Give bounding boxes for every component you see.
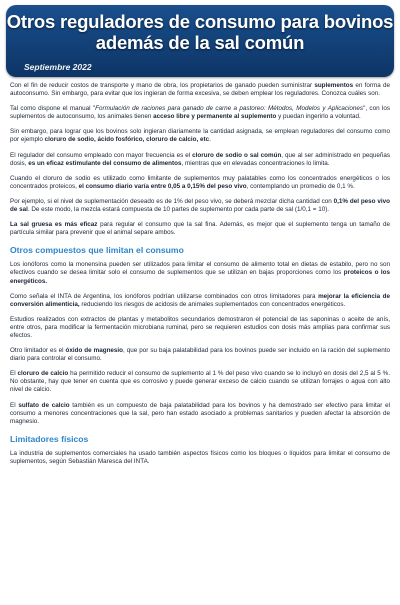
paragraph-consumo-diario — [10, 175, 390, 191]
text: ha permitido reducir el consumo de suplemento al 1 % del peso vivo cuando se lo incluyó en dosis del 2,5 al 5 %. No obstante, hay que tener en cuenta que es corrosivo y puede generar exceso de calcio cuando se utilizan forrajes o agua con alto nivel de calcio. — [10, 370, 390, 394]
header-banner — [6, 5, 394, 77]
page-title: Otros reguladores de consumo para bovinos además de la sal común — [6, 11, 394, 53]
text: Sin embargo, para lograr que los bovinos solo ingieran diariamente la cantidad asignada, se emplean reguladores del consumo como por ejemplo — [10, 128, 390, 144]
text: Estudios realizados con extractos de plantas y metabolitos secundarios demostraron el potencial de las saponinas o aceite de anís, entre otros, para modificar la fermentación microbiana ruminal, pero se requieren estudios con dosis más amplias para confirmar sus efectos. — [10, 315, 390, 339]
bold-text: es un eficaz estimulante del consumo de alimentos — [28, 159, 182, 167]
paragraph-cloruro-sodio — [10, 152, 390, 168]
paragraph-oxido-magnesio — [10, 347, 390, 363]
bold-text: La sal gruesa es más eficaz — [10, 221, 98, 229]
bold-text: cloruro de calcio — [17, 370, 69, 378]
paragraph-industria — [10, 450, 390, 466]
section-heading-limitadores-fisicos: Limitadores físicos — [10, 433, 89, 444]
bold-text: proteicos o los energéticos. — [10, 269, 390, 285]
bold-text: acceso libre y permanente al suplemento — [153, 113, 277, 121]
bold-text: 0,1% del peso vivo de sal — [10, 197, 390, 214]
paragraph-estudios — [10, 316, 390, 340]
text: Con el fin de reducir costos de transporte y mano de obra, los propietarios de ganado pueden suministrar — [10, 82, 315, 89]
text: , que al ser administrado en pequeñas dosis, — [10, 151, 390, 167]
section-heading-otros-compuestos: Otros compuestos que limitan el consumo — [10, 245, 184, 256]
text: El — [10, 401, 19, 409]
bold-text: sulfato de calcio — [18, 401, 70, 409]
text: también es un compuesto de baja palatabilidad para los bovinos y ha demostrado ser efectivo para limitar el consumo a menores concentraciones que la sal, pero han estado asociado a problemas sanitarios y pueden afectar la absorción de magnesio. — [10, 401, 390, 425]
paragraph-ejemplo — [10, 198, 390, 214]
text: , que por su baja palatabilidad para los bovinos puede ser incluido en la ración del suplemento diario para controlar el consumo. — [10, 347, 390, 363]
paragraph-cloruro-calcio — [10, 370, 390, 394]
bold-text: mejorar la eficiencia de conversión alimenticia, — [10, 292, 390, 308]
publication-date: Septiembre 2022 — [24, 62, 92, 72]
text: para regular el consumo que la sal fina. Además, es mejor que el suplemento tenga un tamaño de partícula similar para prevenir que el animal separe ambos. — [10, 221, 390, 237]
text: Como señala el INTA de Argentina, los ionóforos podrían utilizarse combinados con otros limitadores para — [10, 292, 319, 300]
text: Los ionóforos como la monensina pueden ser utilizados para limitar el consumo de alimento total en dietas de estabilo, pero no son efectivos cuando se desea limitar solo el consumo de suplementos que se utilizan en bajas proporciones como los — [10, 261, 390, 277]
bold-text: cloruro de sodio o sal común — [192, 151, 282, 159]
text: . — [209, 136, 211, 144]
text: Otro limitador es el — [10, 347, 66, 355]
text: reduciendo los riesgos de acidosis de animales suplementados con concentrados energéticos. — [79, 300, 346, 308]
bold-text: cloruro de sodio, ácido fosfórico, cloruro de calcio, etc — [44, 136, 210, 144]
bold-text: el consumo diario varía entre 0,05 a 0,15% del peso vivo — [78, 182, 247, 190]
text: . De este modo, la mezcla estará compuesta de 10 partes de suplemento por cada parte de sal (1/0,1 = 10). — [27, 206, 330, 214]
text: Por ejemplo, si el nivel de suplementación deseado es de 1% del peso vivo, se deberá mezclar dicha cantidad con — [10, 197, 334, 205]
text: Cuando el cloruro de sodio es utilizado como limitante de suplementos muy palatables como los concentrados energéticos o los concentrados proteicos, — [10, 174, 390, 190]
article-body — [0, 77, 400, 466]
paragraph-sal-gruesa — [10, 221, 390, 237]
text: , mientras que en elevadas concentraciones lo limita. — [181, 159, 330, 167]
bold-text: suplementos — [314, 82, 354, 89]
paragraph-inta — [10, 293, 390, 309]
text: en forma de autoconsumo. Sin embargo, para evitar que los ingieran de forma excesiva, se deben emplear los reguladores. Conozca cuáles son. — [10, 82, 390, 98]
text: El regulador del consumo empleado con mayor frecuencia es el — [10, 151, 193, 159]
bold-text: óxido de magnesio — [65, 347, 124, 355]
text: , contemplando un promedio de 0,1 %. — [246, 182, 355, 190]
text: Tal como dispone el manual " — [10, 105, 96, 113]
text: La industria de suplementos comerciales ha usado también aspectos físicos como los bloques o líquidos para limitar el consumo de suplementos, según Sebastián Maresca del INTA. — [10, 449, 390, 465]
paragraph-manual — [10, 105, 390, 121]
italic-text: Formulación de raciones para ganado de carne a pastoreo: Métodos, Modelos y Aplicaciones — [95, 105, 364, 113]
paragraph-intro — [10, 82, 390, 98]
text: El — [10, 370, 18, 378]
paragraph-ionoforos — [10, 261, 390, 285]
text: y puedan ingerirlo a voluntad. — [276, 113, 361, 121]
paragraph-reguladores — [10, 128, 390, 144]
text: ", con los suplementos de autoconsumo, los animales tienen — [10, 105, 390, 121]
paragraph-sulfato-calcio — [10, 402, 390, 426]
